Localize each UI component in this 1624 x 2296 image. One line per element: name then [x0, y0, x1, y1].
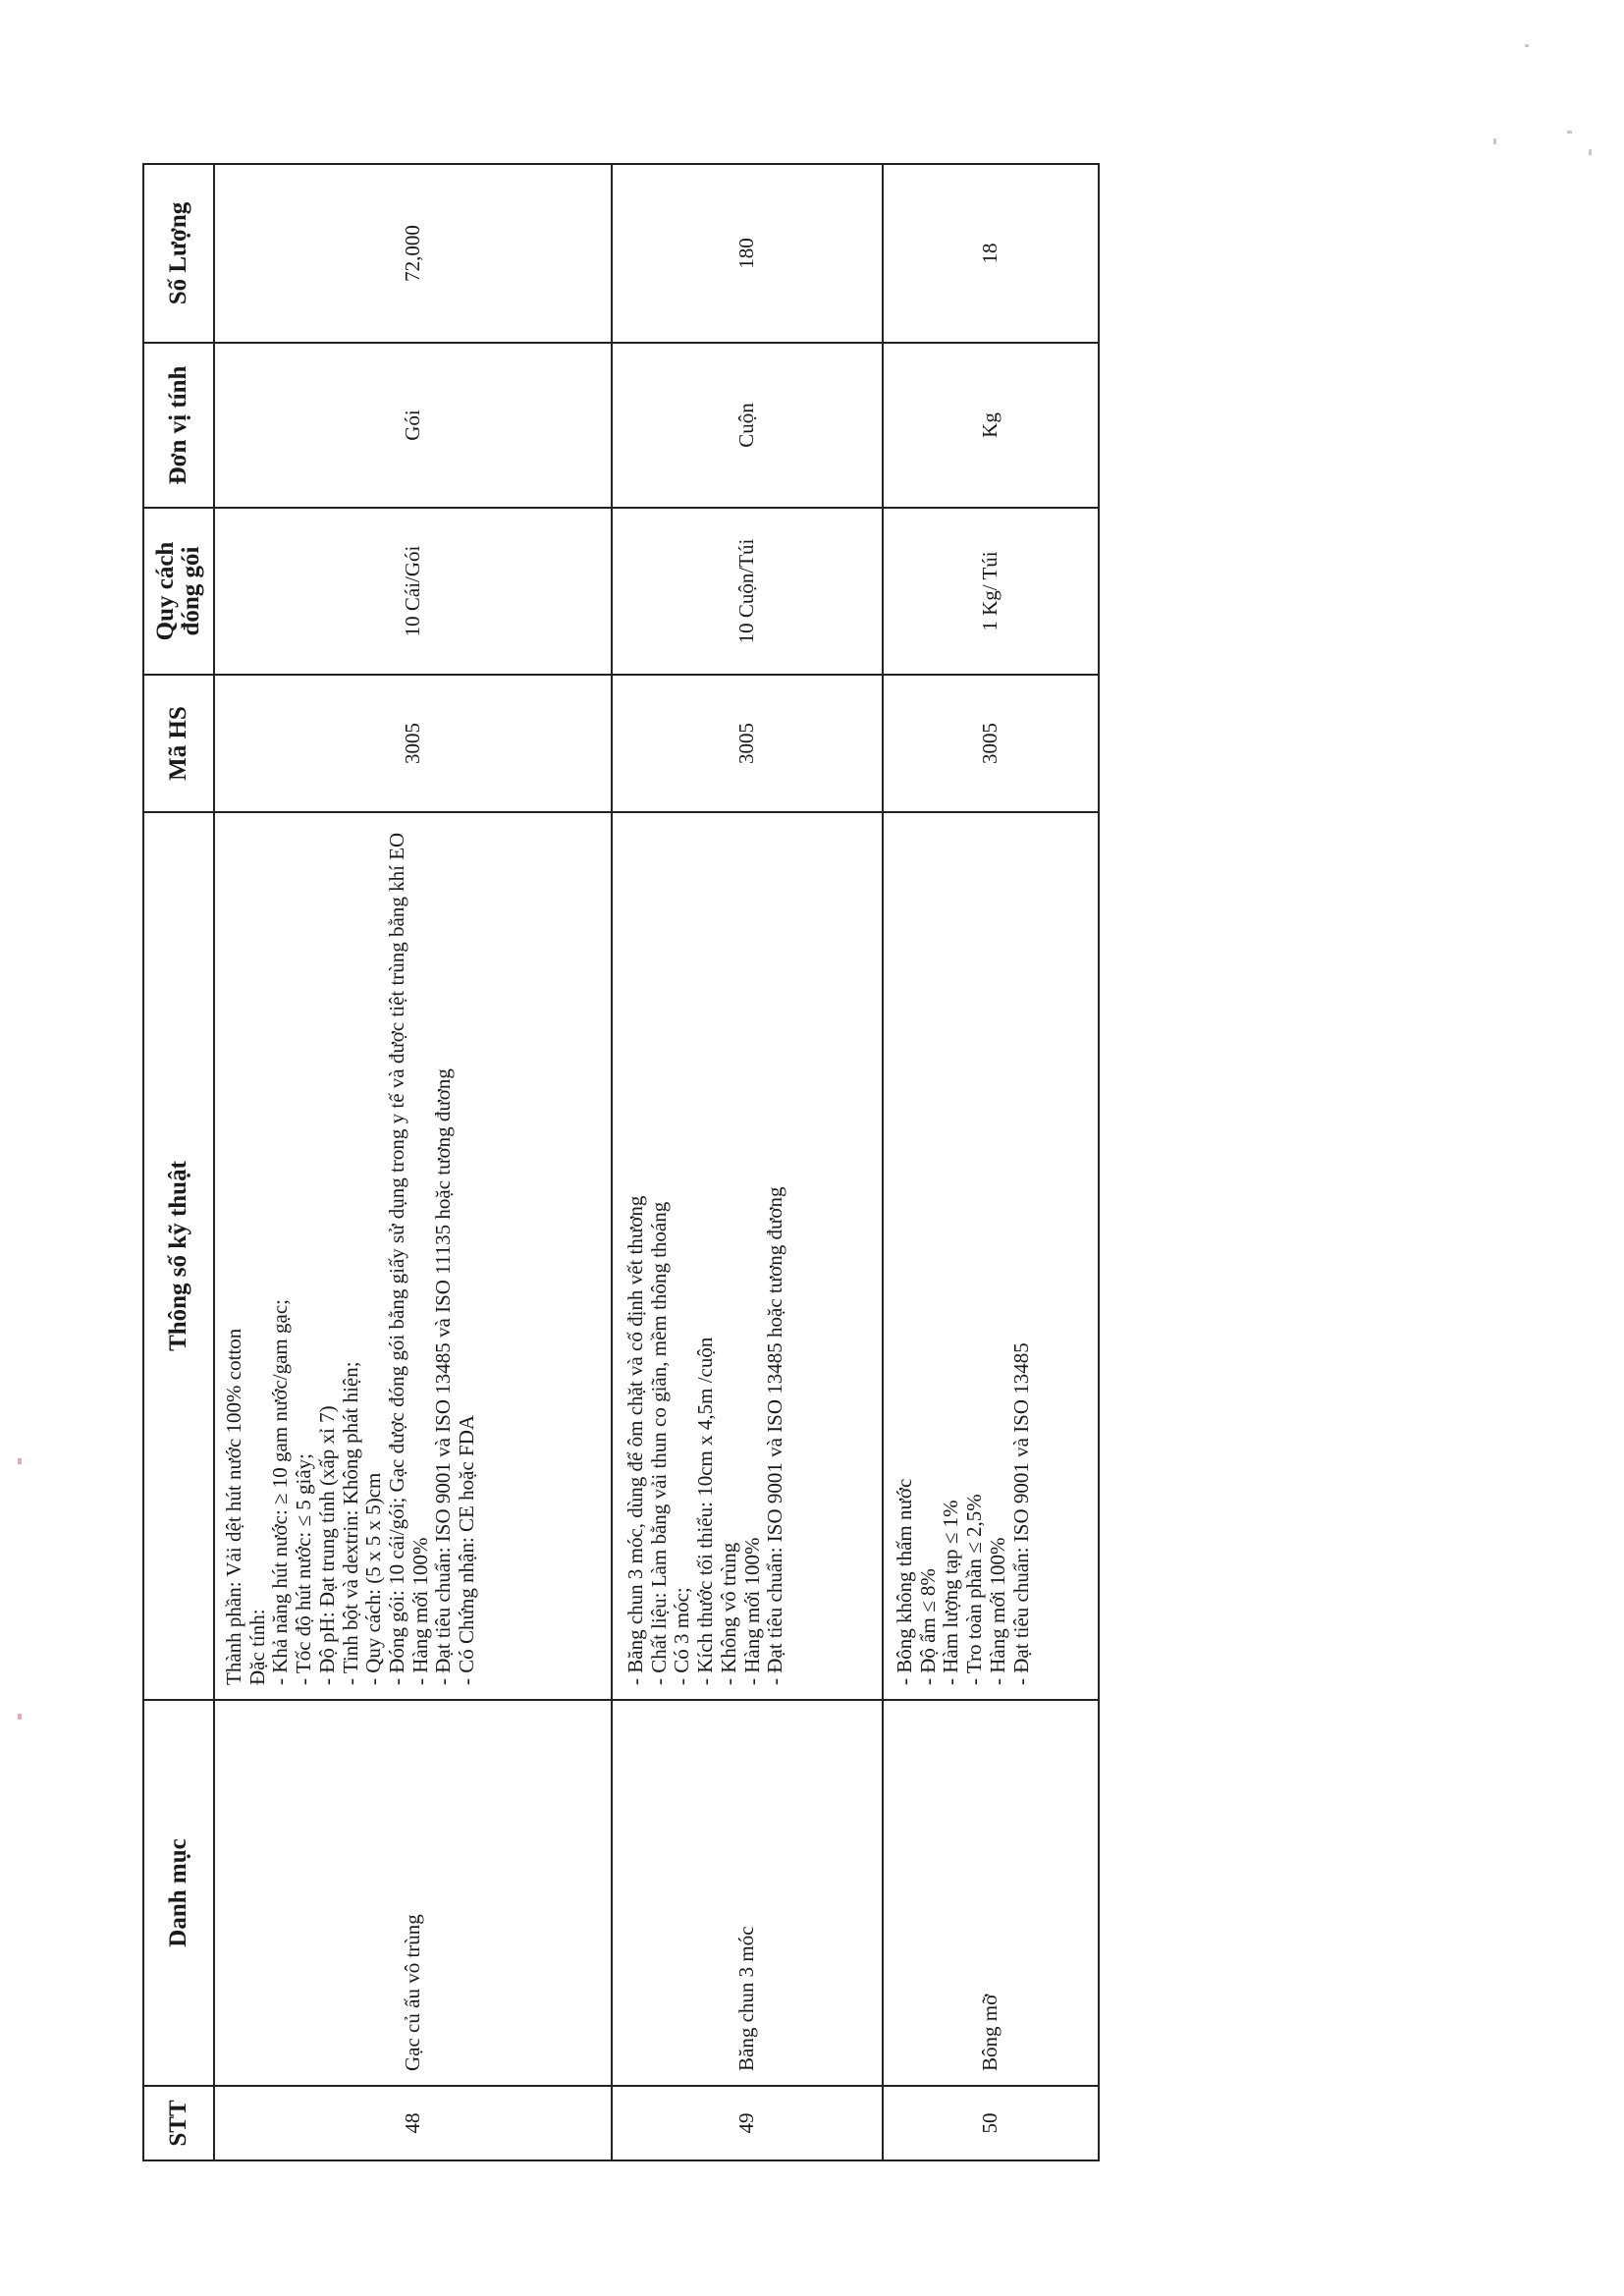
scan-mark [1567, 131, 1572, 134]
header-packaging: Quy cách đóng gói [143, 508, 214, 675]
spec-line: - Hàng mới 100% [407, 1537, 432, 1685]
row-unit: Cuộn [612, 343, 883, 508]
spec-line: - Không vô trùng [716, 1542, 740, 1685]
spec-line: - Bông không thấm nước [893, 1478, 916, 1685]
row-category: Băng chun 3 móc [612, 1700, 883, 2086]
row-category: Bông mỡ [883, 1700, 1099, 2086]
spec-line: - Tro toàn phần ≤ 2,5% [962, 1494, 987, 1685]
spec-line: Đặc tính: [244, 1609, 269, 1685]
spec-line: - Kích thước tối thiểu: 10cm x 4,5m /cuộn [693, 1337, 718, 1685]
spec-line: - Quy cách: (5 x 5 x 5)cm [361, 1472, 386, 1685]
row-stt: 48 [214, 2086, 612, 2160]
row-specs [214, 812, 612, 1700]
header-category: Danh mục [143, 1700, 214, 2086]
spec-line: - Có 3 móc; [670, 1587, 694, 1685]
scan-mark [1589, 149, 1592, 155]
spec-line: - Độ pH: Đạt trung tính (xấp xỉ 7) [314, 1405, 339, 1685]
table-row [612, 164, 883, 2160]
row-hs-code: 3005 [883, 675, 1099, 812]
row-packaging: 10 Cuộn/Túi [612, 508, 883, 675]
spec-line: - Đạt tiêu chuẩn: ISO 9001 và ISO 13485 [1008, 1342, 1033, 1685]
spec-line: - Hàm lượng tạp ≤ 1% [939, 1500, 963, 1685]
header-specs: Thông số kỹ thuật [143, 812, 214, 1700]
header-quantity: Số Lượng [143, 164, 214, 343]
row-specs [883, 812, 1099, 1700]
scan-mark [18, 1714, 22, 1720]
header-row [143, 164, 214, 2160]
scan-mark [18, 1458, 22, 1464]
row-stt: 49 [612, 2086, 883, 2160]
spec-line: - Băng chun 3 móc, dùng để ôm chặt và cố định vết thương [623, 1195, 647, 1685]
spec-line: - Có Chứng nhận: CE hoặc FDA [455, 1414, 479, 1685]
header-unit: Đơn vị tính [143, 343, 214, 508]
scan-mark [1525, 44, 1529, 47]
header-hs-code: Mã HS [143, 675, 214, 812]
row-hs-code: 3005 [612, 675, 883, 812]
row-category: Gạc củ ấu vô trùng [214, 1700, 612, 2086]
rotated-table-wrapper [142, 165, 1100, 2161]
row-quantity: 72,000 [214, 164, 612, 343]
row-quantity: 18 [883, 164, 1099, 343]
spec-line: - Đạt tiêu chuẩn: ISO 9001 và ISO 13485 hoặc tương đương [763, 1186, 787, 1685]
row-specs [612, 812, 883, 1700]
specification-table [142, 163, 1100, 2161]
spec-line: - Hàng mới 100% [739, 1537, 764, 1685]
spec-line: - Chất liệu: Làm bằng vải thun co giãn, mềm thông thoáng [646, 1201, 671, 1685]
row-stt: 50 [883, 2086, 1099, 2160]
spec-line: - Đạt tiêu chuẩn: ISO 9001 và ISO 13485 và ISO 11135 hoặc tương đương [431, 1068, 456, 1685]
scan-mark [1493, 138, 1496, 144]
header-stt: STT [143, 2086, 214, 2160]
spec-line: Thành phần: Vải dệt hút nước 100% cotton [222, 1328, 245, 1685]
row-packaging: 10 Cái/Gói [214, 508, 612, 675]
spec-line: - Đóng gói: 10 cái/gói; Gạc được đóng gói bằng giấy sử dụng trong y tế và được tiệt trùng bằng khí EO [385, 832, 409, 1685]
table-row [883, 164, 1099, 2160]
spec-line: - Hàng mới 100% [985, 1537, 1009, 1685]
row-unit: Kg [883, 343, 1099, 508]
table-row [214, 164, 612, 2160]
spec-line: - Tinh bột và dextrin: Không phát hiện; [338, 1361, 362, 1685]
spec-line: - Khả năng hút nước: ≥ 10 gam nước/gam gạc; [268, 1299, 293, 1685]
spec-line: - Độ ẩm ≤ 8% [915, 1568, 940, 1685]
row-unit: Gói [214, 343, 612, 508]
row-quantity: 180 [612, 164, 883, 343]
row-hs-code: 3005 [214, 675, 612, 812]
row-packaging: 1 Kg/ Túi [883, 508, 1099, 675]
spec-line: - Tốc độ hút nước: ≤ 5 giây; [292, 1452, 316, 1685]
